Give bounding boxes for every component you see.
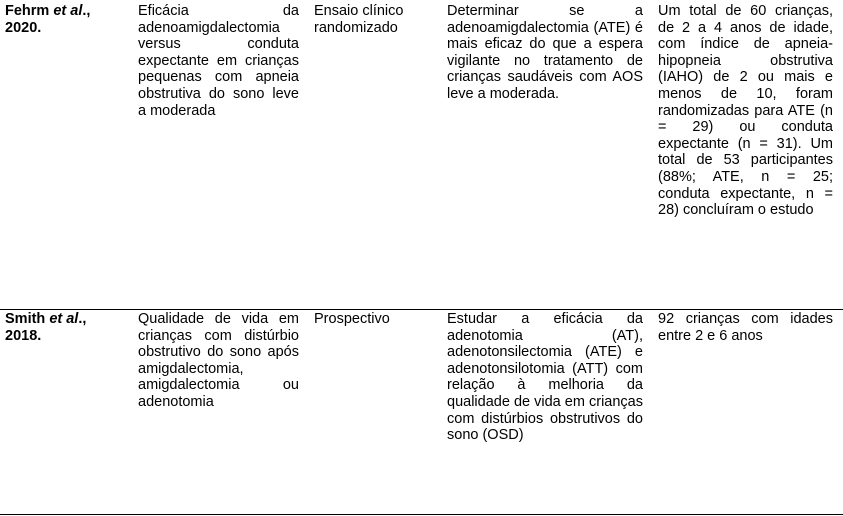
author-name: Fehrm: [5, 3, 50, 19]
author-year: ., 2020.: [5, 3, 91, 36]
author-cell: [0, 0, 133, 310]
author-name: Smith: [5, 311, 46, 327]
title-cell: Eficácia da adenoamigdalectomia versus conduta expectante em crianças pequenas com apneia obstrutiva do sono leve a moderada: [133, 0, 309, 310]
sample-cell: Um total de 60 crianças, de 2 a 4 anos de idade, com índice de apneia-hipopneia obstrutiva (IAHO) de 2 ou mais e menos de 10, foram randomizadas para ATE (n = 29) ou conduta expectante (n = 31). Um total de 53 participantes (88%; ATE, n = 25; conduta expectante, n = 28) concluíram o estudo: [653, 0, 843, 310]
objective-cell: Estudar a eficácia da adenotomia (AT), adenotonsilectomia (ATE) e adenotonsilotomia (ATT) com relação à melhoria da qualidade de vida em crianças com distúrbios obstrutivos do sono (OSD): [442, 310, 653, 515]
sample-cell: 92 crianças com idades entre 2 e 6 anos: [653, 310, 843, 515]
objective-cell: Determinar se a adenoamigdalectomia (ATE) é mais eficaz do que a espera vigilante no tratamento de crianças saudáveis com AOS leve a moderada.: [442, 0, 653, 310]
author-cell: [0, 310, 133, 515]
design-cell: Ensaio clínico randomizado: [309, 0, 442, 310]
title-cell: Qualidade de vida em crianças com distúrbio obstrutivo do sono após amigdalectomia, amigdalectomia ou adenotomia: [133, 310, 309, 515]
design-cell: Prospectivo: [309, 310, 442, 515]
author-year: ., 2018.: [5, 311, 87, 344]
et-al: et al: [53, 3, 83, 19]
table-row: [0, 310, 843, 515]
et-al: et al: [49, 311, 79, 327]
